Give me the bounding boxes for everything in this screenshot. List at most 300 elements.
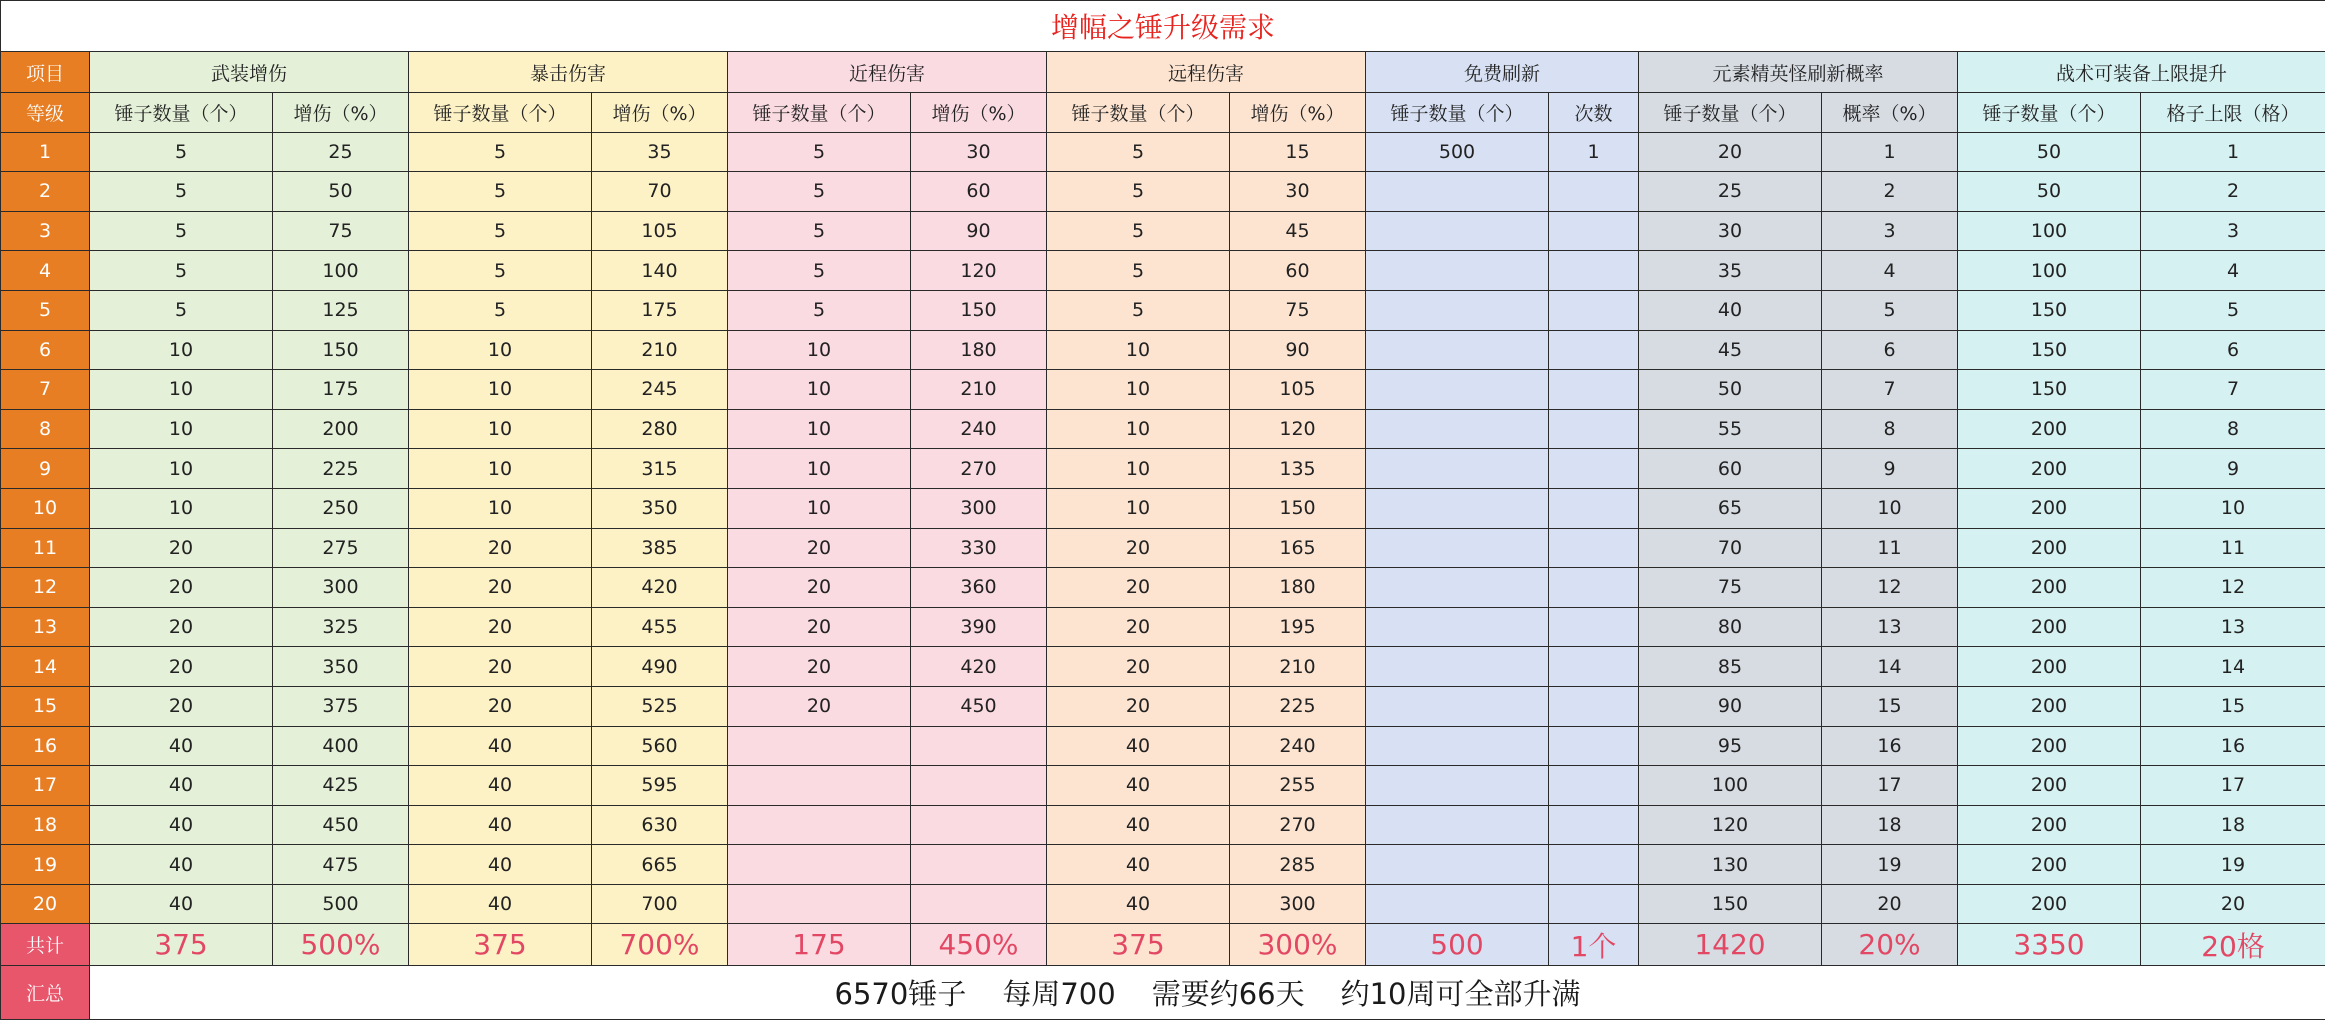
table-cell: 10 [2141, 488, 2325, 528]
column-header: 次数 [1549, 93, 1639, 133]
table-cell: 40 [1047, 845, 1230, 885]
table-cell: 200 [1958, 647, 2141, 687]
table-cell: 4 [2141, 251, 2325, 291]
table-cell: 240 [1230, 726, 1366, 766]
table-cell: 5 [409, 172, 592, 212]
column-header: 增伤（%） [273, 93, 409, 133]
table-cell: 210 [1230, 647, 1366, 687]
column-header: 锤子数量（个） [1639, 93, 1822, 133]
table-cell: 18 [1822, 805, 1958, 845]
table-cell: 475 [273, 845, 409, 885]
level-number: 9 [1, 449, 90, 489]
table-cell: 10 [90, 370, 273, 410]
table-cell [1549, 251, 1639, 291]
table-cell: 150 [1639, 884, 1822, 924]
table-cell: 14 [1822, 647, 1958, 687]
table-cell: 165 [1230, 528, 1366, 568]
table-row [1, 647, 2325, 687]
total-cell: 3350 [1958, 924, 2141, 966]
table-cell [728, 845, 911, 885]
table-cell: 10 [409, 370, 592, 410]
table-cell [1366, 607, 1549, 647]
table-cell: 60 [911, 172, 1047, 212]
table-cell: 20 [1047, 568, 1230, 608]
table-cell: 225 [273, 449, 409, 489]
table-cell: 20 [90, 568, 273, 608]
table-cell: 19 [2141, 845, 2325, 885]
table-cell: 13 [1822, 607, 1958, 647]
table-cell: 195 [1230, 607, 1366, 647]
table-cell: 3 [2141, 211, 2325, 251]
table-cell: 2 [2141, 172, 2325, 212]
table-cell: 40 [409, 845, 592, 885]
total-cell: 375 [1047, 924, 1230, 966]
table-cell: 15 [1230, 132, 1366, 172]
table-cell: 500 [273, 884, 409, 924]
table-cell: 20 [409, 686, 592, 726]
table-cell: 420 [592, 568, 728, 608]
table-cell [728, 766, 911, 806]
total-cell: 20格 [2141, 924, 2325, 966]
table-cell: 15 [2141, 686, 2325, 726]
table-cell: 180 [911, 330, 1047, 370]
page-title: 增幅之锤升级需求 [1, 1, 2325, 52]
table-cell [1366, 805, 1549, 845]
table-cell [1366, 488, 1549, 528]
table-row [1, 805, 2325, 845]
table-cell: 200 [1958, 686, 2141, 726]
table-cell [728, 805, 911, 845]
table-cell: 375 [273, 686, 409, 726]
table-cell [1366, 449, 1549, 489]
table-cell: 5 [90, 251, 273, 291]
table-cell: 50 [273, 172, 409, 212]
table-cell: 40 [1047, 884, 1230, 924]
table-cell: 150 [1958, 370, 2141, 410]
summary-text [90, 966, 2325, 1020]
level-number: 11 [1, 528, 90, 568]
table-cell: 390 [911, 607, 1047, 647]
table-cell [1549, 884, 1639, 924]
table-cell: 6 [2141, 330, 2325, 370]
total-cell: 375 [409, 924, 592, 966]
table-cell: 200 [1958, 805, 2141, 845]
table-cell: 270 [911, 449, 1047, 489]
table-cell: 10 [728, 370, 911, 410]
level-number: 15 [1, 686, 90, 726]
level-number: 7 [1, 370, 90, 410]
table-cell: 150 [1230, 488, 1366, 528]
table-cell: 200 [1958, 449, 2141, 489]
table-cell: 20 [2141, 884, 2325, 924]
column-header: 增伤（%） [1230, 93, 1366, 133]
table-cell: 150 [1958, 290, 2141, 330]
table-cell: 80 [1639, 607, 1822, 647]
table-cell: 255 [1230, 766, 1366, 806]
total-cell: 175 [728, 924, 911, 966]
table-cell: 100 [1958, 211, 2141, 251]
table-row [1, 251, 2325, 291]
summary-hammers: 6570锤子 [834, 977, 967, 1012]
table-cell: 7 [2141, 370, 2325, 410]
table-row [1, 290, 2325, 330]
table-cell: 7 [1822, 370, 1958, 410]
table-cell: 525 [592, 686, 728, 726]
total-cell: 500 [1366, 924, 1549, 966]
table-cell: 10 [1047, 409, 1230, 449]
table-cell [1549, 370, 1639, 410]
table-cell: 65 [1639, 488, 1822, 528]
table-cell: 75 [273, 211, 409, 251]
level-number: 20 [1, 884, 90, 924]
table-row [1, 132, 2325, 172]
table-cell: 120 [1230, 409, 1366, 449]
group-header: 武装增伤 [90, 52, 409, 93]
total-cell: 300% [1230, 924, 1366, 966]
summary-weekly: 每周700 [1002, 977, 1116, 1012]
table-cell: 1 [1549, 132, 1639, 172]
table-cell: 595 [592, 766, 728, 806]
level-number: 13 [1, 607, 90, 647]
table-cell: 4 [1822, 251, 1958, 291]
table-cell: 400 [273, 726, 409, 766]
table-cell: 18 [2141, 805, 2325, 845]
table-cell: 20 [1047, 686, 1230, 726]
table-cell [1549, 726, 1639, 766]
table-cell: 20 [409, 647, 592, 687]
table-cell: 5 [90, 211, 273, 251]
level-number: 16 [1, 726, 90, 766]
table-cell: 95 [1639, 726, 1822, 766]
level-number: 10 [1, 488, 90, 528]
table-cell: 20 [1639, 132, 1822, 172]
table-cell: 10 [90, 449, 273, 489]
level-number: 8 [1, 409, 90, 449]
table-cell: 5 [728, 251, 911, 291]
table-cell: 10 [90, 330, 273, 370]
table-cell: 12 [1822, 568, 1958, 608]
total-cell: 700% [592, 924, 728, 966]
table-cell: 150 [911, 290, 1047, 330]
table-cell: 10 [1047, 330, 1230, 370]
table-cell: 240 [911, 409, 1047, 449]
table-cell: 20 [90, 607, 273, 647]
table-cell: 5 [409, 290, 592, 330]
table-cell: 5 [90, 290, 273, 330]
table-cell: 5 [1047, 132, 1230, 172]
table-cell: 300 [911, 488, 1047, 528]
table-cell: 5 [90, 172, 273, 212]
table-cell: 11 [1822, 528, 1958, 568]
table-cell: 150 [1958, 330, 2141, 370]
table-cell [1549, 805, 1639, 845]
table-cell: 35 [592, 132, 728, 172]
table-cell: 8 [1822, 409, 1958, 449]
table-cell [1366, 290, 1549, 330]
table-row [1, 409, 2325, 449]
level-number: 5 [1, 290, 90, 330]
table-cell: 5 [90, 132, 273, 172]
table-cell: 200 [1958, 528, 2141, 568]
table-cell: 225 [1230, 686, 1366, 726]
table-cell: 25 [1639, 172, 1822, 212]
table-cell: 50 [1958, 132, 2141, 172]
table-row [1, 568, 2325, 608]
table-cell: 10 [90, 409, 273, 449]
table-cell [1366, 647, 1549, 687]
table-cell: 5 [1047, 172, 1230, 212]
level-number: 19 [1, 845, 90, 885]
table-cell: 10 [728, 488, 911, 528]
table-cell: 5 [2141, 290, 2325, 330]
table-cell: 10 [728, 449, 911, 489]
table-cell: 175 [273, 370, 409, 410]
table-cell: 20 [728, 686, 911, 726]
table-cell: 450 [273, 805, 409, 845]
table-cell: 120 [911, 251, 1047, 291]
table-cell: 20 [1047, 528, 1230, 568]
table-cell: 14 [2141, 647, 2325, 687]
table-cell: 360 [911, 568, 1047, 608]
table-cell: 140 [592, 251, 728, 291]
table-cell: 20 [1047, 647, 1230, 687]
table-cell: 105 [592, 211, 728, 251]
table-cell: 200 [1958, 726, 2141, 766]
table-cell: 30 [1230, 172, 1366, 212]
table-cell [1549, 528, 1639, 568]
table-cell: 450 [911, 686, 1047, 726]
table-cell: 120 [1639, 805, 1822, 845]
table-cell: 100 [1958, 251, 2141, 291]
level-label: 等级 [1, 93, 90, 133]
table-cell: 10 [1047, 449, 1230, 489]
table-cell: 10 [409, 449, 592, 489]
table-cell: 175 [592, 290, 728, 330]
table-cell: 10 [728, 330, 911, 370]
table-cell: 9 [1822, 449, 1958, 489]
table-cell: 210 [592, 330, 728, 370]
table-cell [1366, 211, 1549, 251]
table-cell: 60 [1230, 251, 1366, 291]
table-cell: 455 [592, 607, 728, 647]
group-header: 暴击伤害 [409, 52, 728, 93]
level-number: 14 [1, 647, 90, 687]
table-cell: 130 [1639, 845, 1822, 885]
table-cell: 60 [1639, 449, 1822, 489]
table-cell [1366, 568, 1549, 608]
table-cell: 105 [1230, 370, 1366, 410]
table-row [1, 845, 2325, 885]
table-row [1, 211, 2325, 251]
table-cell [911, 845, 1047, 885]
level-number: 1 [1, 132, 90, 172]
table-cell [1366, 370, 1549, 410]
table-cell: 200 [1958, 607, 2141, 647]
table-cell: 40 [409, 805, 592, 845]
table-cell: 200 [1958, 568, 2141, 608]
table-cell: 90 [1639, 686, 1822, 726]
table-cell: 325 [273, 607, 409, 647]
table-cell [728, 726, 911, 766]
table-cell: 425 [273, 766, 409, 806]
table-cell: 5 [1822, 290, 1958, 330]
table-cell [1549, 290, 1639, 330]
table-cell: 500 [1366, 132, 1549, 172]
table-cell [911, 766, 1047, 806]
column-header: 锤子数量（个） [1366, 93, 1549, 133]
table-cell: 490 [592, 647, 728, 687]
table-cell [1366, 845, 1549, 885]
table-cell: 17 [1822, 766, 1958, 806]
table-cell: 20 [728, 528, 911, 568]
table-cell: 40 [90, 884, 273, 924]
table-cell: 200 [1958, 845, 2141, 885]
table-cell: 40 [90, 805, 273, 845]
table-cell: 9 [2141, 449, 2325, 489]
summary-row [1, 966, 2325, 1020]
table-cell: 40 [409, 766, 592, 806]
level-number: 3 [1, 211, 90, 251]
table-cell [1366, 766, 1549, 806]
table-cell [1549, 409, 1639, 449]
table-cell: 16 [2141, 726, 2325, 766]
column-header: 锤子数量（个） [728, 93, 911, 133]
table-cell: 40 [1047, 766, 1230, 806]
table-cell: 10 [409, 330, 592, 370]
table-cell: 30 [1639, 211, 1822, 251]
table-cell [1549, 845, 1639, 885]
table-row [1, 884, 2325, 924]
level-number: 18 [1, 805, 90, 845]
table-cell: 200 [1958, 488, 2141, 528]
table-cell: 10 [1047, 370, 1230, 410]
table-cell: 75 [1639, 568, 1822, 608]
table-cell [1549, 647, 1639, 687]
table-cell: 20 [409, 568, 592, 608]
table-cell: 16 [1822, 726, 1958, 766]
table-cell: 330 [911, 528, 1047, 568]
table-cell: 350 [273, 647, 409, 687]
table-cell: 70 [1639, 528, 1822, 568]
table-row [1, 686, 2325, 726]
table-cell: 1 [1822, 132, 1958, 172]
table-cell: 20 [409, 607, 592, 647]
table-cell: 50 [1958, 172, 2141, 212]
table-cell [1366, 330, 1549, 370]
table-cell: 35 [1639, 251, 1822, 291]
level-number: 17 [1, 766, 90, 806]
summary-days: 需要约66天 [1151, 977, 1305, 1012]
table-cell: 5 [728, 172, 911, 212]
table-cell: 200 [1958, 409, 2141, 449]
summary-label: 汇总 [1, 966, 90, 1020]
table-cell: 70 [592, 172, 728, 212]
table-cell: 85 [1639, 647, 1822, 687]
table-cell [1549, 766, 1639, 806]
group-header: 近程伤害 [728, 52, 1047, 93]
table-cell [1366, 726, 1549, 766]
table-row [1, 528, 2325, 568]
table-cell: 11 [2141, 528, 2325, 568]
table-cell: 40 [1639, 290, 1822, 330]
table-cell: 300 [273, 568, 409, 608]
table-cell: 5 [728, 132, 911, 172]
table-cell: 30 [911, 132, 1047, 172]
table-cell: 5 [1047, 251, 1230, 291]
table-cell: 5 [1047, 211, 1230, 251]
table-cell: 5 [1047, 290, 1230, 330]
group-header: 远程伤害 [1047, 52, 1366, 93]
table-cell: 20 [1822, 884, 1958, 924]
table-cell [1366, 409, 1549, 449]
column-header: 锤子数量（个） [409, 93, 592, 133]
table-cell [1366, 686, 1549, 726]
table-cell: 5 [728, 211, 911, 251]
column-header: 增伤（%） [592, 93, 728, 133]
level-number: 12 [1, 568, 90, 608]
table-cell [1549, 568, 1639, 608]
table-cell: 5 [409, 132, 592, 172]
table-cell: 1 [2141, 132, 2325, 172]
table-cell: 45 [1230, 211, 1366, 251]
table-cell: 180 [1230, 568, 1366, 608]
table-cell [911, 726, 1047, 766]
table-cell: 40 [90, 845, 273, 885]
table-cell: 20 [728, 607, 911, 647]
table-cell: 25 [273, 132, 409, 172]
table-cell: 90 [911, 211, 1047, 251]
table-cell: 280 [592, 409, 728, 449]
table-cell: 10 [409, 409, 592, 449]
table-row [1, 488, 2325, 528]
table-cell: 200 [273, 409, 409, 449]
table-cell: 420 [911, 647, 1047, 687]
column-header: 增伤（%） [911, 93, 1047, 133]
table-cell: 300 [1230, 884, 1366, 924]
table-cell: 20 [728, 568, 911, 608]
table-cell: 20 [90, 647, 273, 687]
table-cell: 125 [273, 290, 409, 330]
table-cell: 12 [2141, 568, 2325, 608]
table-cell: 5 [409, 251, 592, 291]
table-cell: 10 [1047, 488, 1230, 528]
table-cell [1549, 330, 1639, 370]
table-row [1, 172, 2325, 212]
table-cell [728, 884, 911, 924]
total-cell: 450% [911, 924, 1047, 966]
table-row [1, 370, 2325, 410]
table-cell: 2 [1822, 172, 1958, 212]
table-cell: 200 [1958, 884, 2141, 924]
table-cell: 40 [1047, 726, 1230, 766]
total-cell: 375 [90, 924, 273, 966]
table-cell: 40 [409, 884, 592, 924]
totals-row [1, 924, 2325, 966]
level-number: 2 [1, 172, 90, 212]
group-header: 免费刷新 [1366, 52, 1639, 93]
table-cell: 150 [273, 330, 409, 370]
table-cell: 55 [1639, 409, 1822, 449]
total-label: 共计 [1, 924, 90, 966]
table-cell: 15 [1822, 686, 1958, 726]
table-cell: 20 [90, 686, 273, 726]
table-cell: 40 [90, 766, 273, 806]
total-cell: 1个 [1549, 924, 1639, 966]
table-cell: 5 [409, 211, 592, 251]
table-cell: 630 [592, 805, 728, 845]
table-cell: 45 [1639, 330, 1822, 370]
table-cell [911, 805, 1047, 845]
